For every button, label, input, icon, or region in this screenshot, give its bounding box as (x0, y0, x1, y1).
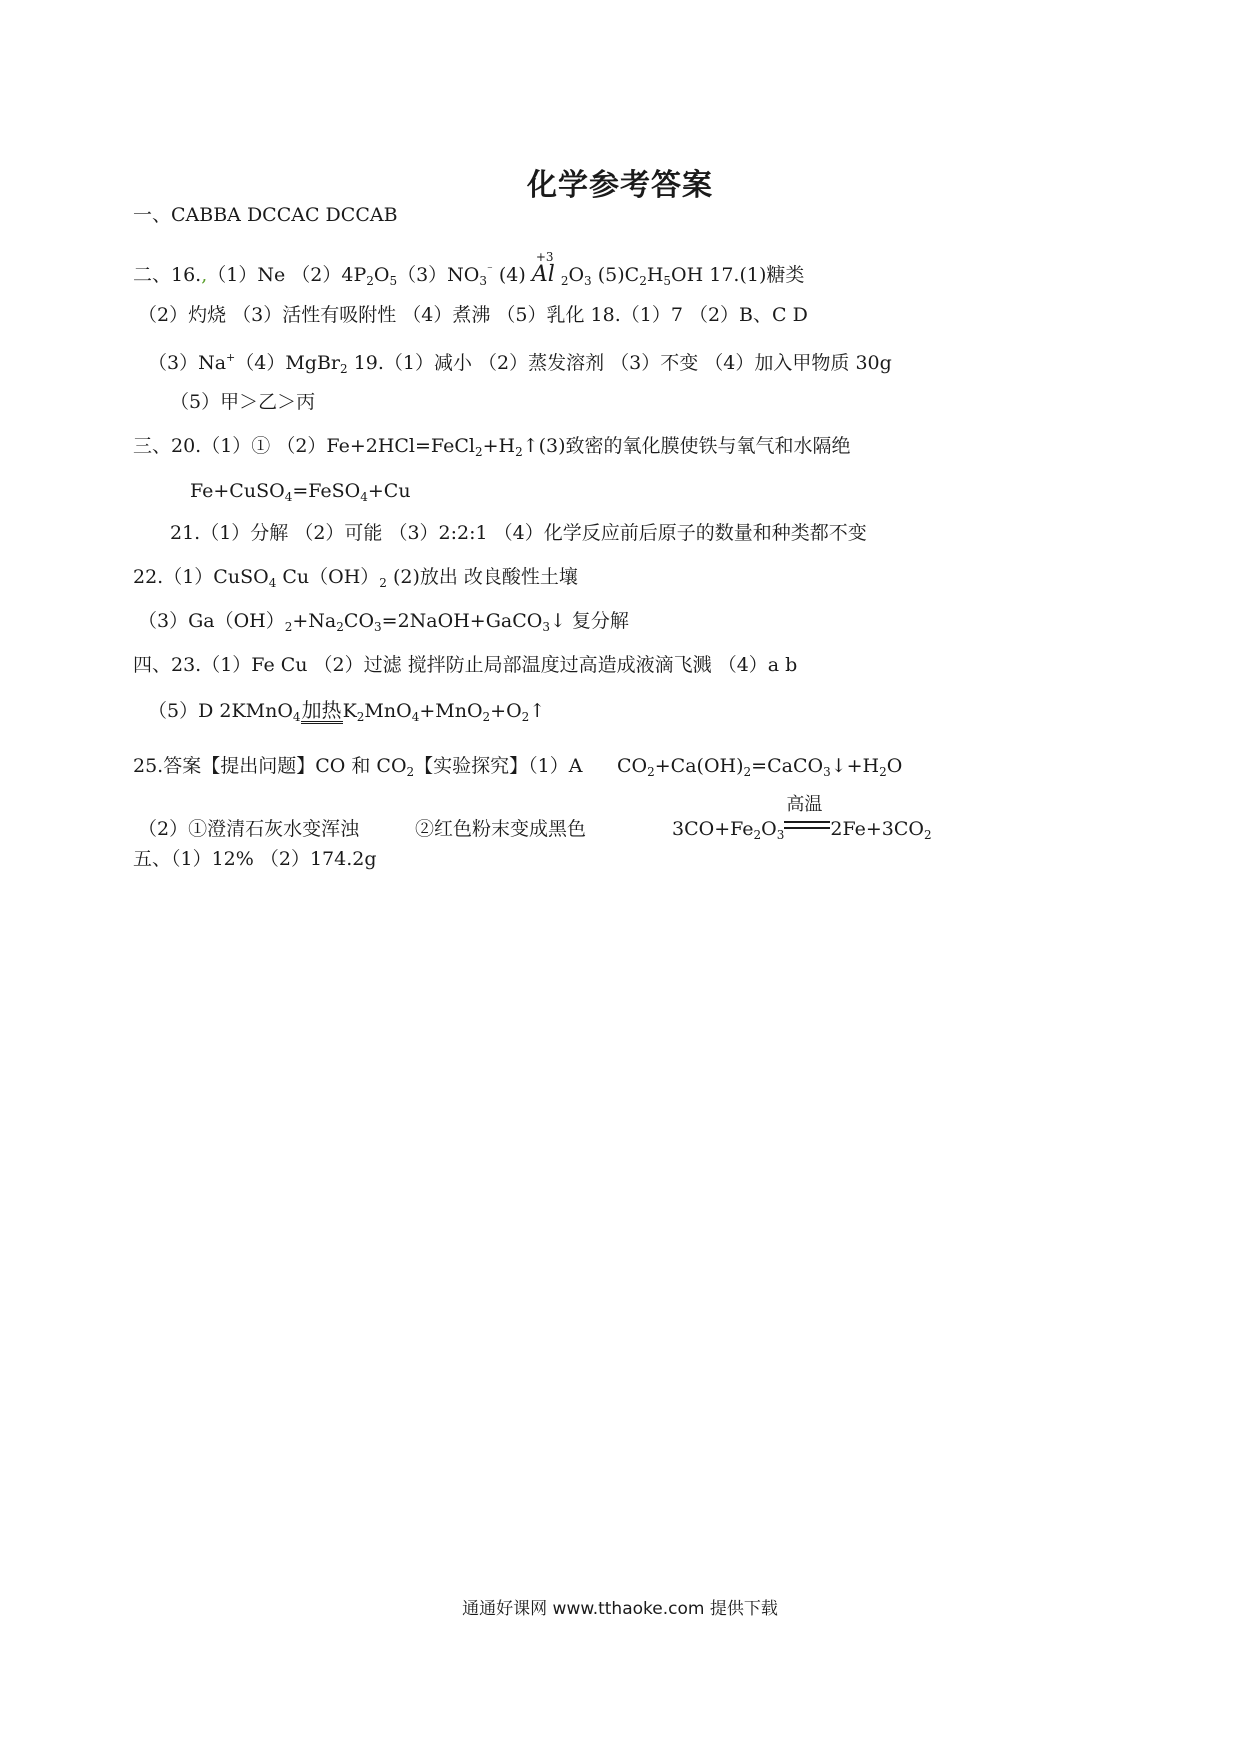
answer-line-19-5: （5）甲＞乙＞丙 (170, 391, 316, 413)
answer-line-21: 21.（1）分解 （2）可能 （3）2:2:1 （4）化学反应前后原子的数量和种类都不变 (170, 522, 867, 544)
answer-line-20-equation: Fe+CuSO$_4$=FeSO$_4$+Cu (190, 480, 411, 504)
answer-line-25: 25.答案【提出问题】CO 和 $CO_2$【实验探究】（1）A (133, 755, 583, 779)
answer-line-22: 22.（1）CuSO$_4$ $Cu(OH)_2$ (2)放出 改良酸性土壤 (133, 566, 578, 590)
answer-line-25-2-equation: $3CO+Fe_2O_3$ 高温 $2Fe+3CO_2$ (672, 794, 932, 842)
answer-line-22-3: $(3)Ga(OH)_2+Na_2CO_3=2NaOH+GaCO_3↓$ 复分解 (138, 610, 629, 634)
answer-line-23-5: （5）D 2KMnO$_4$加热$K_2MnO_4+MnO_2+O_2↑$ (148, 698, 546, 724)
answer-section-5: 五、（1）12% （2）174.2g (133, 848, 377, 870)
answer-line-16-17: 二、16.,（1）Ne $(2)4P_2O_5(3)NO_3^{^-}$ (4) +3 Al $_2O_3$ $(5)C_2H_5OH$ 17.(1)糖类 (133, 250, 805, 288)
answer-line-25-2b: ②红色粉末变成黑色 (415, 818, 587, 840)
page-title: 化学参考答案 (527, 168, 713, 203)
answer-line-23: 四、23.（1）Fe Cu （2）过滤 搅拌防止局部温度过高造成液滴飞溅 （4）a b (133, 654, 798, 676)
reaction-condition-high-temperature: 高温 (784, 819, 830, 833)
answer-line-18-19: （3）Na+（4）MgBr$_2$ 19.（1）减小 （2）蒸发溶剂 （3）不变 （4）加入甲物质 30g (148, 351, 892, 376)
answer-line-25-2a: （2）①澄清石灰水变浑浊 (138, 818, 360, 840)
reaction-condition-heating: 加热 (301, 698, 342, 722)
answer-line-25-equation: $CO_2+Ca(OH)_2=CaCO_3↓+H_2O$ (617, 755, 903, 779)
answer-section-1: 一、CABBA DCCAC DCCAB (133, 204, 398, 226)
footer-source: 通通好课网 www.tthaoke.com 提供下载 (462, 1599, 778, 1619)
answer-line-20: 三、20.（1）① $(2)Fe+2HCl=FeCl_2+H_2↑(3)$致密的氧化膜使铁与氧气和水隔绝 (133, 435, 851, 459)
aluminium-valence: +3 Al (531, 250, 555, 287)
answer-line-17-18: （2）灼烧 （3）活性有吸附性 （4）煮沸 （5）乳化 18.（1）7 （2）B、C D (138, 304, 808, 326)
